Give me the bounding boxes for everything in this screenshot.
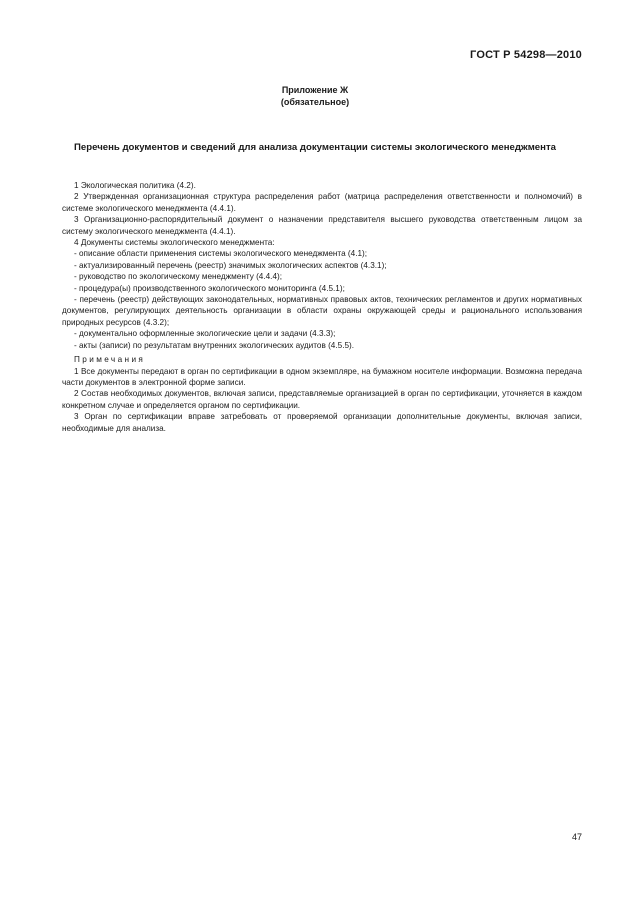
list-item: - акты (записи) по результатам внутренних экологических аудитов (4.5.5). <box>74 340 355 350</box>
note-item: 3 Орган по сертификации вправе затребовать от проверяемой организации дополнительные документы, включая записи, необходимые для анализа. <box>62 412 582 433</box>
list-item: - документально оформленные экологические цели и задачи (4.3.3); <box>74 329 336 339</box>
appendix-status: (обязательное) <box>280 97 350 107</box>
standard-number: ГОСТ Р 54298—2010 <box>470 49 582 61</box>
list-item: - описание области применения системы экологического менеджмента (4.1); <box>74 249 368 259</box>
document-title: Перечень документов и сведений для анализа документации системы экологического менеджмента <box>74 142 556 153</box>
list-item: 4 Документы системы экологического менеджмента: <box>74 238 275 248</box>
appendix-title: Приложение Ж <box>281 85 349 95</box>
list-item: - актуализированный перечень (реестр) значимых экологических аспектов (4.3.1); <box>74 260 387 270</box>
list-item: - процедура(ы) производственного экологического мониторинга (4.5.1); <box>74 283 345 293</box>
note-item: 2 Состав необходимых документов, включая записи, представляемые организацией в орган по сертификации, уточняется в каждом конкретном случае и определяется органом по сертификации. <box>62 389 582 410</box>
list-item: - руководство по экологическому менеджменту (4.4.4); <box>74 272 283 282</box>
appendix-heading <box>0 84 630 108</box>
list-item: 3 Организационно-распорядительный документ о назначении представителя высшего руководства ответственным лицом за систему экологического менеджмента (4.4.1). <box>62 215 582 236</box>
note-item: 1 Все документы передают в орган по сертификации в одном экземпляре, на бумажном носителе информации. Возможна передача части документов в электронной форме записи. <box>62 366 582 387</box>
notes-heading: Примечания <box>74 355 146 365</box>
list-item: 2 Утвержденная организационная структура распределения работ (матрица распределения ответственности и полномочий) в системе экологического менеджмента (4.4.1). <box>62 192 582 213</box>
list-item: - перечень (реестр) действующих законодательных, нормативных правовых актов, технических регламентов и других нормативных документов, регулирующих деятельность организации в области охраны окружающей среды и рационального использования природных ресурсов (4.3.2); <box>62 295 582 327</box>
list-item: 1 Экологическая политика (4.2). <box>74 181 196 190</box>
page-number: 47 <box>571 832 582 842</box>
document-body <box>62 180 582 434</box>
